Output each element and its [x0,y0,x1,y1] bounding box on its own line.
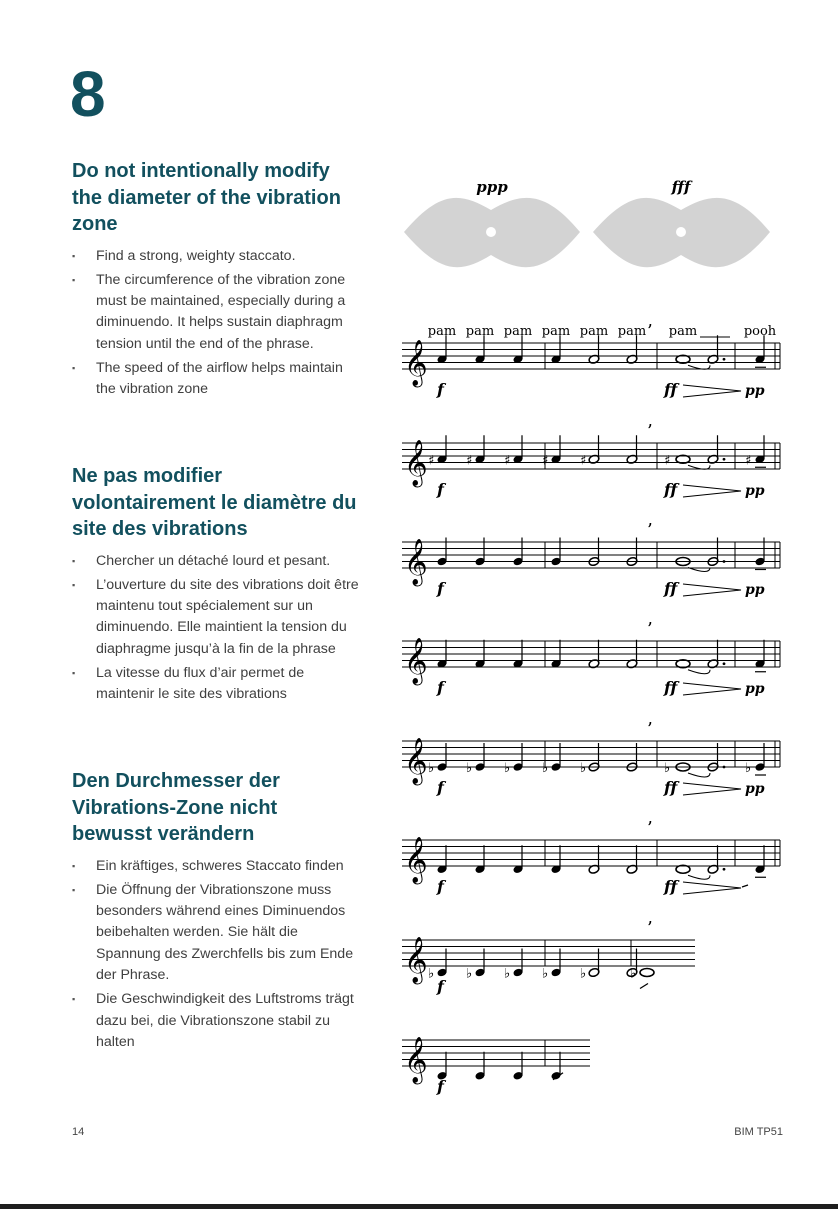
treble-clef: 𝄞 [404,837,428,883]
bullet-en-1: ▪ Find a strong, weighty staccato. [72,246,362,267]
accidental: ♭ [466,761,473,776]
dynamic-start: f [437,977,444,996]
dynamic-peak: ff [664,877,678,896]
dot [723,662,726,665]
accidental: ♭ [428,761,435,776]
accidental: ♭ [745,761,752,776]
dynamic-start: f [437,778,444,797]
dynamic-end: pp [745,781,765,797]
dot [723,868,726,871]
bullet-fr-3: ▪ La vitesse du flux d’air permet de maintenir le site des vibrations [72,663,362,706]
music-staff [402,818,780,896]
chapter-number: 8 [70,58,106,130]
footer-page-number: 14 [72,1126,85,1138]
music-staff [402,719,780,797]
music-staff [402,918,695,996]
music-staff [402,520,780,598]
bullet-de-2: ▪ Die Öffnung der Vibrationszone muss besonders während eines Diminuendos beibehalten werden. Sie hält die Spannung des Zwerchfells bis zum Ende der Phrase. [72,880,362,986]
dot [723,560,726,563]
diminuendo-hairpin [683,584,741,596]
diminuendo-hairpin [683,783,741,795]
diminuendo-hairpin [683,683,741,695]
treble-clef: 𝄞 [404,440,428,486]
hairpin-start [640,984,648,989]
lip-label-fff: fff [671,178,691,196]
dynamic-end: pp [745,582,765,598]
breath-mark: ’ [647,321,653,342]
tie [688,773,710,777]
lip-diagram-fff [593,198,770,267]
accidental: ♭ [630,966,637,982]
diminuendo-hairpin [683,882,741,894]
accidental: ♭ [664,761,671,776]
dynamic-start: f [437,678,444,697]
hairpin-end [742,885,748,887]
dynamic-start: f [437,480,444,499]
treble-clef: 𝄞 [404,638,428,684]
bullet-de-1: ▪ Ein kräftiges, schweres Staccato finden [72,856,362,877]
dynamic-start: f [437,1077,444,1096]
breath-mark: ’ [647,818,653,839]
dynamic-start: f [437,380,444,399]
accidental: ♭ [542,966,549,982]
dynamic-end: pp [745,383,765,399]
breath-mark: ’ [647,719,653,740]
treble-clef: 𝄞 [404,937,428,983]
accidental: ♭ [428,966,435,982]
accidental: ♯ [466,453,473,469]
accidental: ♯ [664,453,671,469]
dynamic-peak: ff [664,579,678,598]
music-staff [402,1037,590,1096]
dot [723,766,726,769]
tie [688,875,710,879]
accidental: ♯ [542,453,549,469]
bullet-en-2: ▪ The circumference of the vibration zone must be maintained, especially during a diminuendo. It helps sustain diaphragm tension until the end of the phrase. [72,270,362,355]
dynamic-start: f [437,877,444,896]
accidental: ♭ [580,966,587,982]
treble-clef: 𝄞 [404,340,428,386]
dot [723,358,726,361]
music-staff [402,421,780,499]
whole-note [640,969,654,977]
syllable: pooh [743,324,777,339]
syllable: pam [541,324,571,339]
dynamic-end: pp [745,483,765,499]
accidental: ♭ [580,761,587,776]
syllable: pam [617,324,647,339]
bullet-fr-1: ▪ Chercher un détaché lourd et pesant. [72,551,362,572]
footer-code: BIM TP51 [734,1126,783,1138]
breath-mark: ’ [647,619,653,640]
section-title-german: Den Durchmesser der Vibrations-Zone nicht bewusst verändern [72,770,280,845]
syllable: pam [503,324,533,339]
treble-clef: 𝄞 [404,738,428,784]
accidental: ♭ [466,966,473,982]
dynamic-peak: ff [664,480,678,499]
lip-diagram-ppp [404,198,580,267]
accidental: ♯ [428,453,435,469]
bullet-fr-2: ▪ L’ouverture du site des vibrations doit être maintenu tout spécialement sur un diminuendo. Elle maintient la tension du diaphragme jusqu’à la fin de la phrase [72,575,362,660]
treble-clef: 𝄞 [404,539,428,585]
bottom-bar [0,1204,838,1209]
treble-clef: 𝄞 [404,1037,428,1083]
breath-mark: ’ [647,421,653,442]
section-title-french: Ne pas modifier volontairement le diamètre du site des vibrations [72,465,357,540]
syllable: pam [668,324,698,339]
dynamic-peak: ff [664,678,678,697]
section-title-english: Do not intentionally modify the diameter of the vibration zone [72,160,341,235]
syllable: pam [427,324,457,339]
dot [723,458,726,461]
tie [688,670,710,674]
accidental: ♭ [542,761,549,776]
diminuendo-hairpin [683,385,741,397]
syllable: pam [465,324,495,339]
lip-label-ppp: ppp [476,178,508,196]
accidental: ♭ [504,761,511,776]
accidental: ♯ [745,453,752,469]
diminuendo-hairpin [683,485,741,497]
breath-mark: ’ [647,520,653,541]
music-staff [402,619,780,697]
syllable: pam [579,324,609,339]
dynamic-start: f [437,579,444,598]
bullet-en-3: ▪ The speed of the airflow helps maintain the vibration zone [72,358,362,401]
bullet-de-3: ▪ Die Geschwindigkeit des Luftstroms trägt dazu bei, die Vibrationszone stabil zu halten [72,989,362,1053]
accidental: ♯ [504,453,511,469]
dynamic-peak: ff [664,778,678,797]
dynamic-end: pp [745,681,765,697]
accidental: ♭ [504,966,511,982]
breath-mark: ’ [647,918,653,939]
dynamic-peak: ff [664,380,678,399]
accidental: ♯ [580,453,587,469]
